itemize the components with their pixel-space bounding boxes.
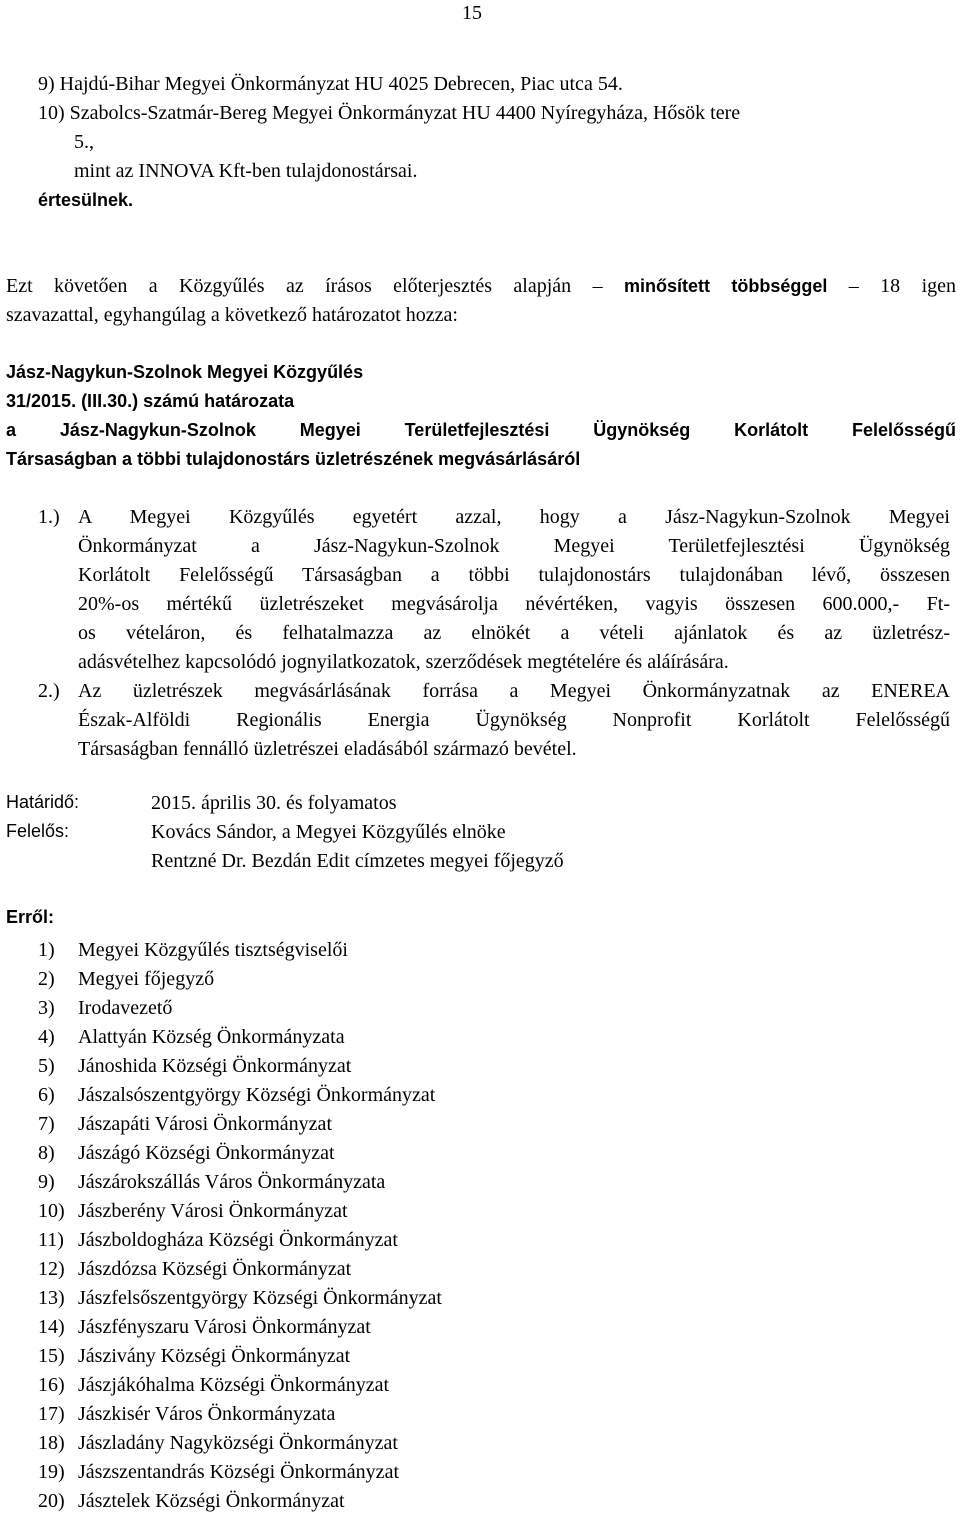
list-number: 6) [38,1084,55,1106]
list-item [38,1052,442,1081]
point-line: Önkormányzat a Jász-Nagykun-Szolnok Megyei Területfejlesztési Ügynökség [78,535,950,557]
list-number: 12) [38,1258,65,1280]
list-item [38,1371,442,1400]
list-item [38,1342,442,1371]
list-text: Jászágó Községi Önkormányzat [78,1142,335,1164]
list-text: Megyei Közgyűlés tisztségviselői [78,939,348,961]
list-text: Megyei főjegyző [78,968,215,990]
point-number: 1.) [38,506,60,528]
list-number: 4) [38,1026,55,1048]
point-line: Észak-Alföldi Regionális Energia Ügynökség Nonprofit Korlátolt Felelősségű [78,709,950,731]
list-text: Jászkisér Város Önkormányzata [78,1403,336,1425]
recipient-line: 10) Szabolcs-Szatmár-Bereg Megyei Önkormányzat HU 4400 Nyíregyháza, Hősök tere [38,102,741,124]
point-line: Korlátolt Felelősségű Társaságban a többi tulajdonostárs tulajdonában lévő, összesen [78,564,950,586]
list-number: 7) [38,1113,55,1135]
responsible-person: Rentzné Dr. Bezdán Edit címzetes megyei főjegyző [151,850,564,872]
list-text: Jásztelek Községi Önkormányzat [78,1490,345,1512]
page-number: 15 [462,2,482,24]
list-number: 17) [38,1403,65,1425]
resolution-title: Társaságban a többi tulajdonostárs üzletrészének megvásárlásáról [6,449,581,469]
list-item [38,1197,442,1226]
list-text: Jászapáti Városi Önkormányzat [78,1113,332,1135]
resolution-heading [6,358,956,474]
resolution-number: 31/2015. (III.30.) számú határozata [6,391,295,411]
list-number: 1) [38,939,55,961]
list-text: Jászdózsa Községi Önkormányzat [78,1258,352,1280]
list-text: Irodavezető [78,997,173,1019]
point-line: Társaságban fennálló üzletrészei eladásából származó bevétel. [78,738,577,760]
point-line: adásvételhez kapcsolódó jognyilatkozatok, szerződések megtételére és aláírására. [78,651,729,673]
list-number: 13) [38,1287,65,1309]
list-text: Jászjákóhalma Községi Önkormányzat [78,1374,390,1396]
intro-line: szavazattal, egyhangúlag a következő határozatot hozza: [6,304,458,326]
list-number: 5) [38,1055,55,1077]
list-item [38,1400,442,1429]
point-line: 20%-os mértékű üzletrészeket megvásárolja névértéken, vagyis összesen 600.000,- Ft- [78,593,950,615]
recipient-line: mint az INNOVA Kft-ben tulajdonostársai. [74,160,418,182]
list-item [38,1023,442,1052]
point-number: 2.) [38,680,60,702]
deadline-row [6,792,564,821]
list-item [38,1255,442,1284]
list-number: 11) [38,1229,64,1251]
responsible-label: Felelős: [6,821,70,841]
resolution-point [38,503,950,677]
resolution-title: a Jász-Nagykun-Szolnok Megyei Területfejlesztési Ügynökség Korlátolt Felelősségű [6,420,956,440]
list-number: 3) [38,997,55,1019]
list-item [38,1429,442,1458]
vote-count: – 18 igen [848,275,957,297]
notified-label: értesülnek. [38,190,134,210]
list-number: 2) [38,968,55,990]
list-text: Jászfelsőszentgyörgy Községi Önkormányzat [78,1287,442,1309]
recipients-continued [38,70,938,186]
list-number: 16) [38,1374,65,1396]
list-text: Jászivány Községi Önkormányzat [78,1345,351,1367]
distribution-label: Erről: [6,907,55,927]
resolution-points [38,503,950,764]
list-item [38,1458,442,1487]
list-item [38,1110,442,1139]
responsible-row [6,850,564,879]
list-text: Jászladány Nagyközségi Önkormányzat [78,1432,398,1454]
majority-label: minősített többséggel [623,276,828,296]
point-line: A Megyei Közgyűlés egyetért azzal, hogy a Jász-Nagykun-Szolnok Megyei [78,506,950,528]
list-text: Jászalsószentgyörgy Községi Önkormányzat [78,1084,436,1106]
list-item [38,1226,442,1255]
list-text: Alattyán Község Önkormányzata [78,1026,345,1048]
list-item [38,1313,442,1342]
list-number: 19) [38,1461,65,1483]
assembly-name: Jász-Nagykun-Szolnok Megyei Közgyűlés [6,362,364,382]
point-body [78,503,950,677]
list-item [38,1139,442,1168]
list-number: 10) [38,1200,65,1222]
intro-dash: – [592,275,603,297]
list-item [38,1081,442,1110]
list-text: Jászboldogháza Községi Önkormányzat [78,1229,398,1251]
list-text: Jánoshida Községi Önkormányzat [78,1055,352,1077]
recipient-line: 9) Hajdú-Bihar Megyei Önkormányzat HU 4025 Debrecen, Piac utca 54. [38,73,623,95]
list-number: 14) [38,1316,65,1338]
recipient-line: 5., [74,131,94,153]
list-item [38,965,442,994]
list-item [38,1168,442,1197]
deadline-block [6,792,564,879]
responsible-person: Kovács Sándor, a Megyei Közgyűlés elnöke [151,821,506,843]
list-item [38,1284,442,1313]
deadline-value: 2015. április 30. és folyamatos [151,792,397,814]
list-number: 20) [38,1490,65,1512]
list-number: 8) [38,1142,55,1164]
intro-line [6,272,956,301]
responsible-row [6,821,564,850]
point-line: os vételáron, és felhatalmazza az elnökét a vételi ajánlatok és az üzletrész- [78,622,950,644]
list-number: 15) [38,1345,65,1367]
list-text: Jászberény Városi Önkormányzat [78,1200,348,1222]
point-body [78,677,950,764]
intro-paragraph [6,272,956,330]
point-line: Az üzletrészek megvásárlásának forrása a Megyei Önkormányzatnak az ENEREA [78,680,950,702]
distribution-list [38,936,442,1516]
list-text: Jászszentandrás Községi Önkormányzat [78,1461,399,1483]
list-item [38,994,442,1023]
list-number: 9) [38,1171,55,1193]
list-text: Jászfényszaru Városi Önkormányzat [78,1316,371,1338]
list-item [38,936,442,965]
intro-text: Ezt követően a Közgyűlés az írásos előterjesztés alapján [6,275,572,297]
list-text: Jászárokszállás Város Önkormányzata [78,1171,386,1193]
list-number: 18) [38,1432,65,1454]
resolution-point [38,677,950,764]
deadline-label: Határidő: [6,792,80,812]
